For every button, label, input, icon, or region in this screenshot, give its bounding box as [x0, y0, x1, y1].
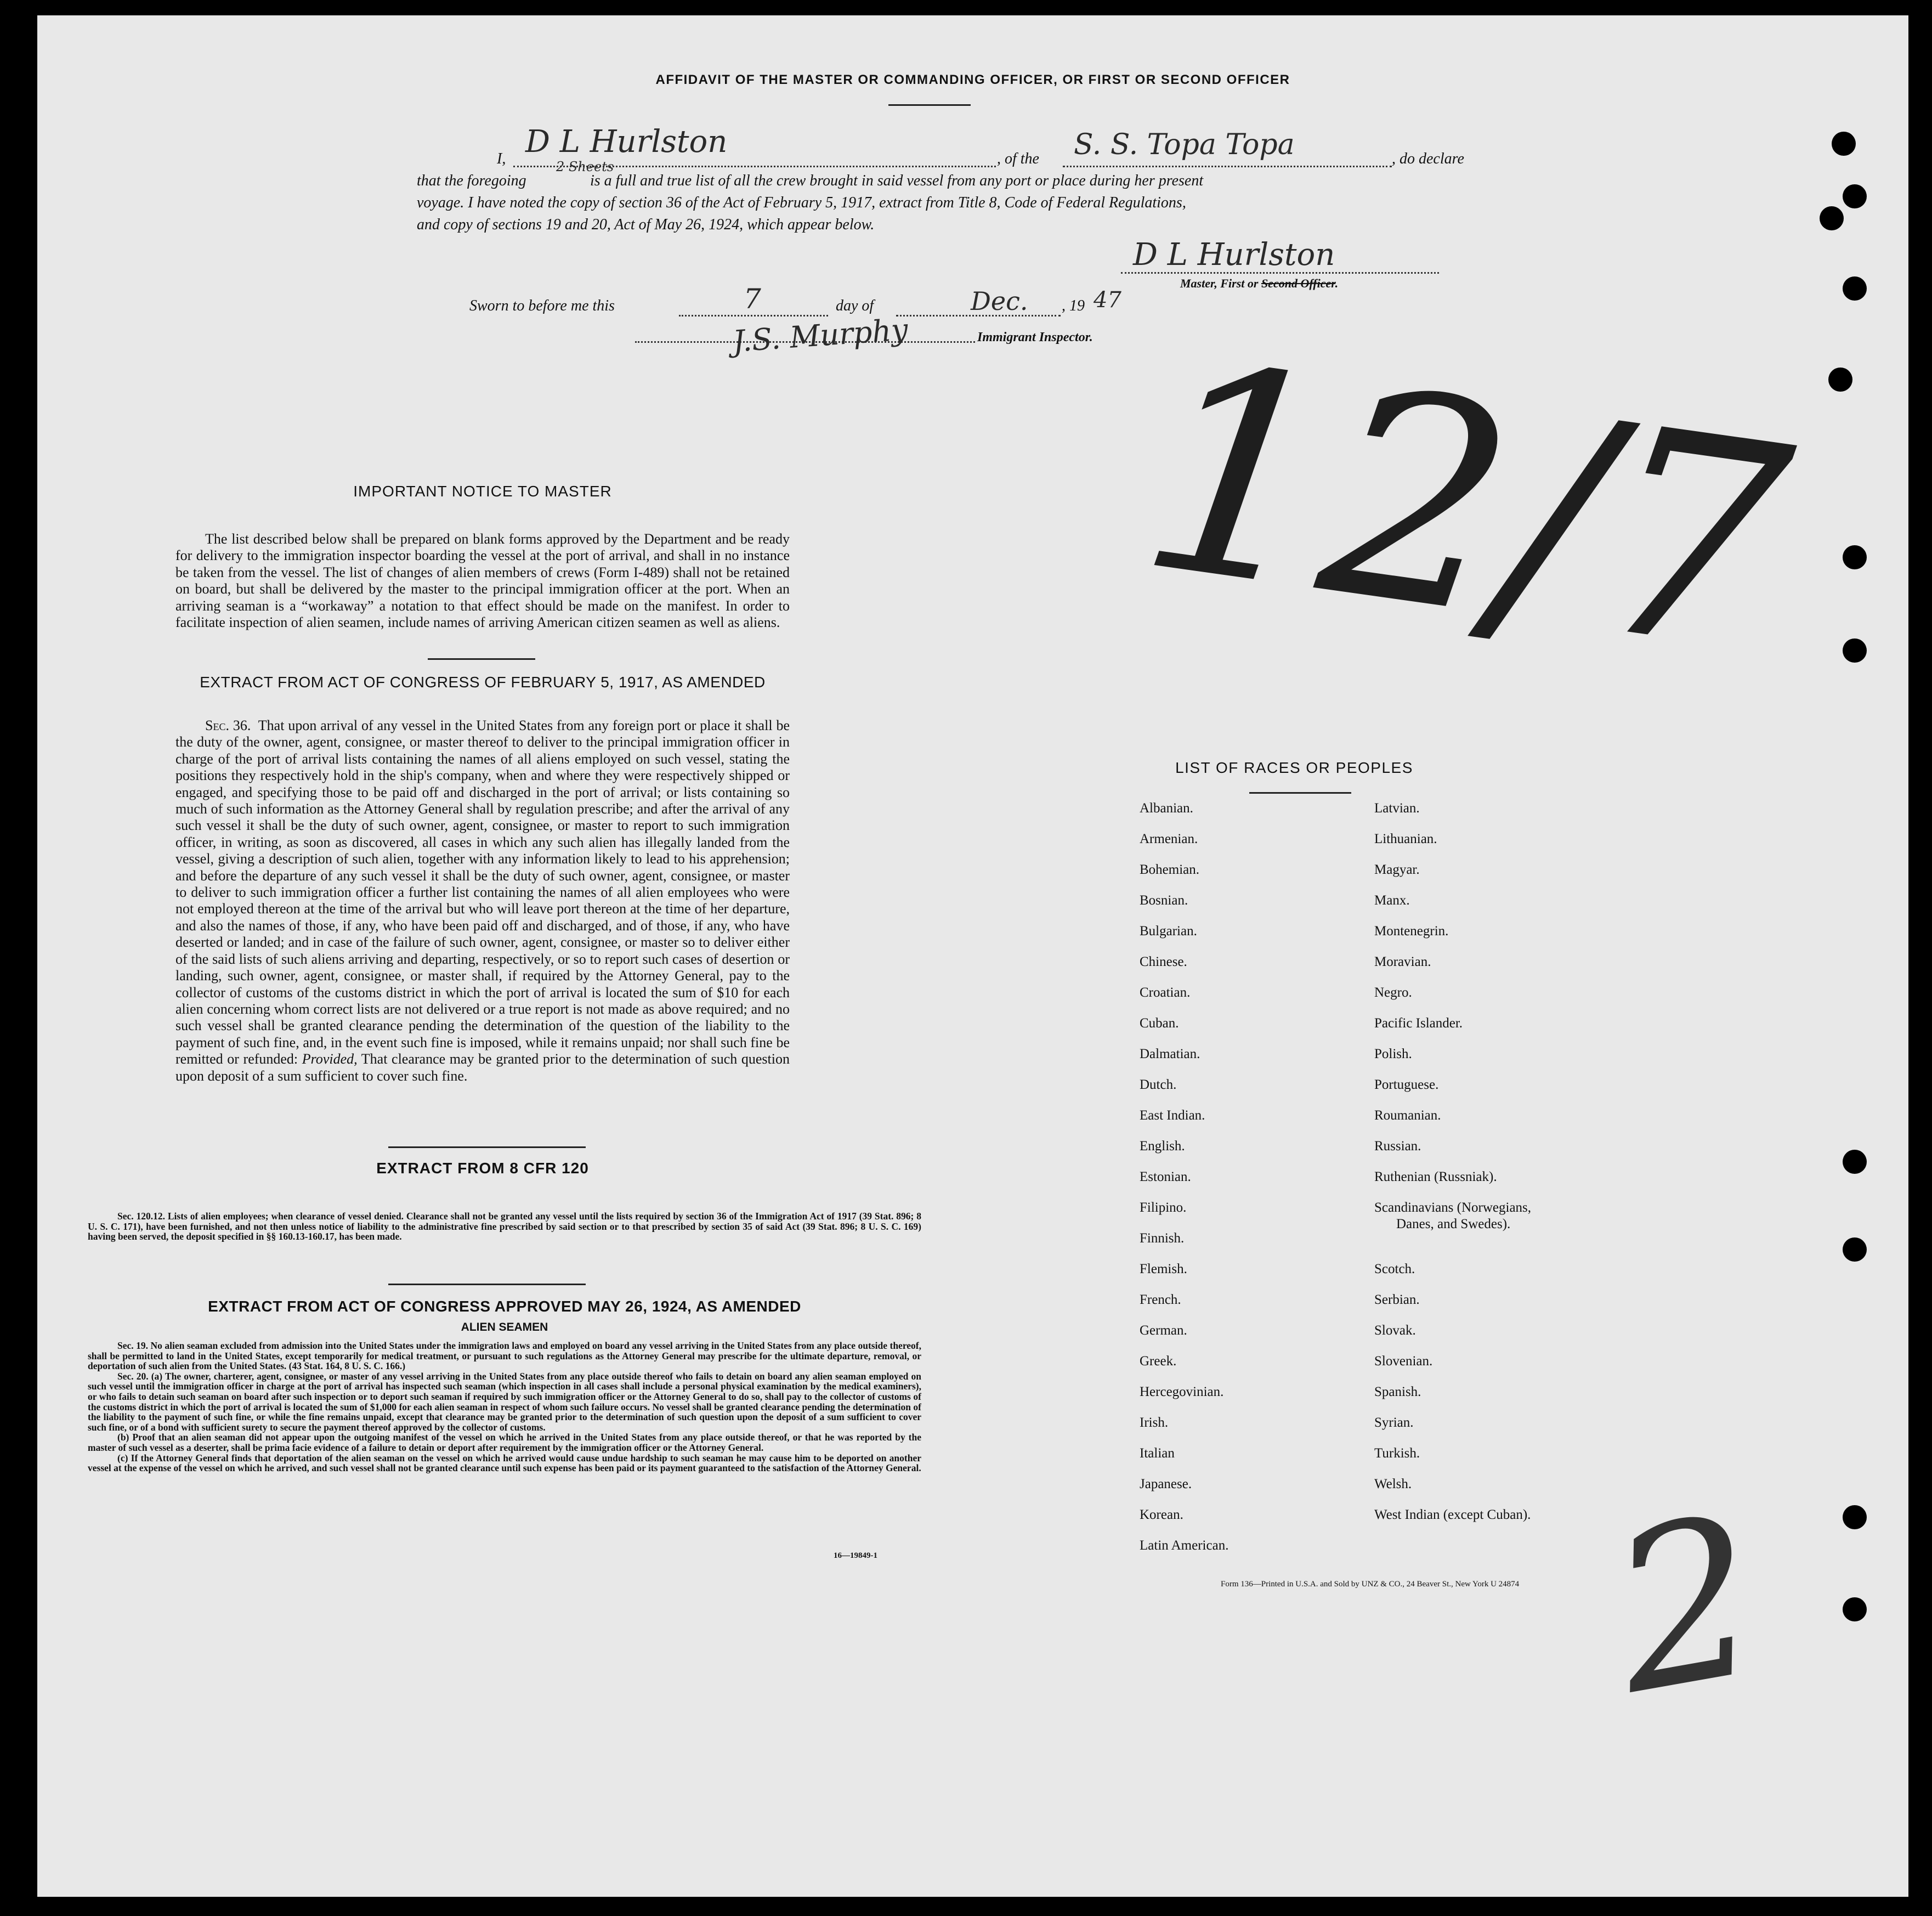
race-item: Albanian.: [1140, 801, 1193, 816]
punch-hole: [1843, 276, 1867, 301]
race-item: Cuban.: [1140, 1016, 1179, 1031]
race-item: Lithuanian.: [1374, 832, 1437, 846]
race-item: Turkish.: [1374, 1446, 1420, 1461]
inspector-label: Immigrant Inspector.: [977, 330, 1093, 344]
race-item: Croatian.: [1140, 985, 1191, 1000]
heading-rule: [888, 104, 971, 106]
race-item: Syrian.: [1374, 1415, 1414, 1430]
sworn-year-handwritten: 47: [1094, 287, 1121, 313]
form-footer: Form 136—Printed in U.S.A. and Sold by UNZ & CO., 24 Beaver St., New York U 24874: [1221, 1580, 1520, 1589]
race-item: Slovenian.: [1374, 1354, 1433, 1369]
race-item: Bosnian.: [1140, 893, 1188, 908]
affidavit-line4: and copy of sections 19 and 20, Act of May 26, 1924, which appear below.: [417, 216, 875, 233]
punch-hole: [1843, 184, 1867, 208]
corner-mark-handwritten: 2: [1595, 1468, 1777, 1744]
form-code: 16—19849-1: [834, 1551, 877, 1560]
punch-hole: [1843, 545, 1867, 569]
race-item: Korean.: [1140, 1507, 1183, 1522]
affidavit-heading: AFFIDAVIT OF THE MASTER OR COMMANDING OFFICER, OR FIRST OR SECOND OFFICER: [655, 72, 1290, 87]
race-item: Bohemian.: [1140, 862, 1200, 877]
affidavit-line2b: is a full and true list of all the crew brought in said vessel from any port or place during her present: [590, 172, 1204, 189]
cfr-body: Sec. 120.12. Lists of alien employees; when clearance of vessel denied. Clearance shall not be granted any vessel until the lists required by section 36 of the Immigration Act of 1917 (39 Stat. 896; 8 U. S. C. 171), have been furnished, and not then unless notice of liability to the administrative fine prescribed by said section or to that prescribed by section 35 of said Act (39 Stat. 896; 8 U. S. C. 169) having been served, the deposit specified in §§ 160.13-160.17, has been made.: [88, 1211, 921, 1242]
race-item: Moravian.: [1374, 954, 1431, 969]
race-item: French.: [1140, 1292, 1181, 1307]
races-heading: LIST OF RACES OR PEOPLES: [1175, 759, 1413, 776]
signature-role: Master, First or Second Officer.: [1180, 276, 1339, 290]
punch-hole: [1828, 368, 1852, 392]
punch-hole: [1843, 1505, 1867, 1529]
race-item: Manx.: [1374, 893, 1410, 908]
race-item: English.: [1140, 1139, 1185, 1154]
punch-hole: [1843, 1150, 1867, 1174]
race-item: East Indian.: [1140, 1108, 1205, 1123]
master-signature: D L Hurlston: [1133, 237, 1335, 273]
race-item: Bulgarian.: [1140, 924, 1197, 939]
race-item: Polish.: [1374, 1047, 1412, 1061]
extract-1924-heading: EXTRACT FROM ACT OF CONGRESS APPROVED MAY 26, 1924, AS AMENDED: [208, 1298, 801, 1315]
vessel-line: [1063, 166, 1392, 167]
sworn-day-line: [679, 315, 828, 316]
inspector-signature: J.S. Murphy: [732, 312, 909, 359]
section-rule: [388, 1146, 586, 1148]
sworn-day-of: day of: [836, 297, 874, 314]
sworn-text: Sworn to before me this: [469, 297, 615, 314]
race-item: Filipino.: [1140, 1200, 1187, 1215]
race-item: Latvian.: [1374, 801, 1420, 816]
punch-hole: [1843, 1237, 1867, 1262]
race-item: Spanish.: [1374, 1384, 1421, 1399]
race-item: Hercegovinian.: [1140, 1384, 1224, 1399]
section-rule: [388, 1284, 586, 1285]
cfr-heading: EXTRACT FROM 8 CFR 120: [376, 1160, 589, 1177]
race-item: Danes, and Swedes).: [1396, 1217, 1511, 1231]
punch-hole: [1843, 638, 1867, 663]
punch-hole: [1820, 206, 1844, 230]
race-item: Magyar.: [1374, 862, 1420, 877]
extract-1924-body: Sec. 19. No alien seaman excluded from admission into the United States under the immigration laws and employed on board any vessel arriving in the United States from any place outside thereof, shall be permitted to land in the United States, except temporarily for medical treatment, or pursuant to such regulations as the Attorney General may prescribe for the ultimate departure, removal, or deportation of such alien from the United States. (43 Stat. 164, 8 U. S. C. 166.) Sec. 20. (a) The owner, charterer, agent, consignee, or master of any vessel arriving in the United States from any place outside thereof who fails to detain on board any alien seaman employed on such vessel until the immigration officer in charge at the port of arrival has inspected such seaman (which inspection in all cases shall include a personal physical examination by the medical examiners), or who fails to detain such seaman on board after such inspection or to deport such seaman if required by such immigration officer or the Attorney General to do so, shall pay to the collector of customs of the customs district in which the port of arrival is located the sum of $1,000 for each alien seaman in respect of whom such failure occurs. No vessel shall be granted clearance pending the determination of the liability to the payment of such fine, or while the fine remains unpaid, except that clearance may be granted prior to the determination of such question upon the deposit of a sum sufficient to cover such fine, or of a bond with sufficient surety to secure the payment thereof approved by the collector of customs. (b) Proof that an alien seaman did not appear upon the outgoing manifest of the vessel on which he arrived in the United States from any place outside thereof, or that he was reported by the master of such vessel as a deserter, shall be prima facie evidence of a failure to detain or deport after requirement by the immigration officer or the Attorney General. (c) If the Attorney General finds that deportation of the alien seaman on the vessel on which he arrived would cause undue hardship to such seaman he may cause him to be deported on another vessel at the expense of the vessel on which he arrived, and such vessel shall not be granted clearance until such expense has been paid or its payment guaranteed to the satisfaction of the Attorney General.: [88, 1340, 921, 1474]
extract-1924-subheading: ALIEN SEAMEN: [461, 1321, 548, 1333]
extract-1917-body: Sec. 36. That upon arrival of any vessel in the United States from any foreign port or place it shall be the duty of the owner, agent, consignee, or master thereof to deliver to the principal immigration officer in charge of the port of arrival lists containing the names of all aliens employed on such vessel, stating the positions they respectively hold in the ship's company, when and where they were respectively shipped or engaged, and specifying those to be paid off and discharged in the port of arrival; or lists containing so much of such information as the Attorney General shall by regulation prescribe; and after the arrival of any such vessel it shall be the duty of such owner, agent, consignee, or master to report to such immigration officer, in writing, as soon as discovered, all cases in which any such alien has illegally landed from the vessel, giving a description of such alien, together with any information likely to lead to his apprehension; and before the departure of any such vessel it shall be the duty of such owner, agent, consignee, or master to deliver to such immigration officer a further list containing the names of all alien employees who were not employed thereon at the time of the arrival but who will leave port thereon at the time of her departure, and also the names of those, if any, who have been paid off and discharged, and of those, if any, who have deserted or landed; and in case of the failure of such owner, agent, consignee, or master so to deliver either of the said lists of such aliens arriving and departing, respectively, or so to report such cases of desertion or landing, such owner, agent, consignee, or master shall, if required by the Attorney General, pay to the collector of customs of the customs district in which the port of arrival is located the sum of $10 for each alien concerning whom correct lists are not delivered or a true report is not made as above required; and no such vessel shall be granted clearance pending the determination of the question of the liability to the payment of such fine, and, in the event such fine is imposed, while it remains unpaid; nor shall such fine be remitted or refunded: Provided, That clearance may be granted prior to the determination of such question upon deposit of a sum sufficient to cover such fine.: [175, 717, 790, 1084]
section-rule: [428, 658, 535, 660]
document-page: [37, 15, 1908, 1897]
races-rule: [1249, 792, 1351, 794]
signature-line: [1121, 272, 1439, 274]
race-item: Japanese.: [1140, 1477, 1192, 1491]
race-item: Flemish.: [1140, 1262, 1187, 1276]
race-item: Montenegrin.: [1374, 924, 1449, 939]
master-name-handwritten: D L Hurlston: [525, 124, 728, 160]
race-item: Scotch.: [1374, 1262, 1415, 1276]
race-item: Estonian.: [1140, 1169, 1191, 1184]
race-item: Negro.: [1374, 985, 1412, 1000]
race-item: West Indian (except Cuban).: [1374, 1507, 1531, 1522]
race-item: Welsh.: [1374, 1477, 1412, 1491]
sheets-note-handwritten: 2 Sheets: [556, 159, 614, 174]
race-item: Armenian.: [1140, 832, 1198, 846]
race-item: Slovak.: [1374, 1323, 1416, 1338]
race-item: German.: [1140, 1323, 1187, 1338]
affidavit-i: I,: [497, 150, 506, 167]
sworn-month-handwritten: Dec.: [971, 286, 1028, 316]
affidavit-line3: voyage. I have noted the copy of section 36 of the Act of February 5, 1917, extract from Title 8, Code of Federal Regulations,: [417, 194, 1186, 211]
punch-hole: [1832, 132, 1856, 156]
race-item: Greek.: [1140, 1354, 1177, 1369]
race-item: Ruthenian (Russniak).: [1374, 1169, 1497, 1184]
race-item: Scandinavians (Norwegians,: [1374, 1200, 1532, 1215]
affidavit-line2a: that the foregoing: [417, 172, 526, 189]
race-item: Chinese.: [1140, 954, 1187, 969]
big-date-handwritten: 12/7: [1125, 299, 1806, 719]
sworn-day-handwritten: 7: [744, 283, 761, 315]
notice-body: The list described below shall be prepared on blank forms approved by the Department and be ready for delivery to the immigration inspector boarding the vessel at the port of arrival, and shall in no instance be taken from the vessel. The list of changes of alien members of crews (Form I-489) shall not be retained on board, but shall be delivered by the master to the principal immigration officer at the port. When an arriving seaman is a “workaway” a notation to that effect should be made on the manifest. In order to facilitate inspection of alien seamen, include names of arriving American citizen seamen as well as aliens.: [175, 531, 790, 631]
affidavit-do-declare: , do declare: [1392, 150, 1464, 167]
race-item: Roumanian.: [1374, 1108, 1441, 1123]
race-item: Pacific Islander.: [1374, 1016, 1463, 1031]
race-item: Russian.: [1374, 1139, 1421, 1154]
sworn-year-prefix: , 19: [1062, 297, 1085, 314]
race-item: Latin American.: [1140, 1538, 1229, 1553]
race-item: Irish.: [1140, 1415, 1169, 1430]
race-item: Italian: [1140, 1446, 1175, 1461]
notice-heading: IMPORTANT NOTICE TO MASTER: [353, 483, 612, 500]
race-item: Finnish.: [1140, 1231, 1185, 1246]
affidavit-of-the: , of the: [997, 150, 1039, 167]
race-item: Dutch.: [1140, 1077, 1177, 1092]
race-item: Dalmatian.: [1140, 1047, 1200, 1061]
punch-hole: [1843, 1597, 1867, 1621]
race-item: Portuguese.: [1374, 1077, 1439, 1092]
extract-1917-heading: EXTRACT FROM ACT OF CONGRESS OF FEBRUARY 5, 1917, AS AMENDED: [200, 674, 766, 691]
race-item: Serbian.: [1374, 1292, 1420, 1307]
vessel-name-handwritten: S. S. Topa Topa: [1074, 128, 1295, 161]
